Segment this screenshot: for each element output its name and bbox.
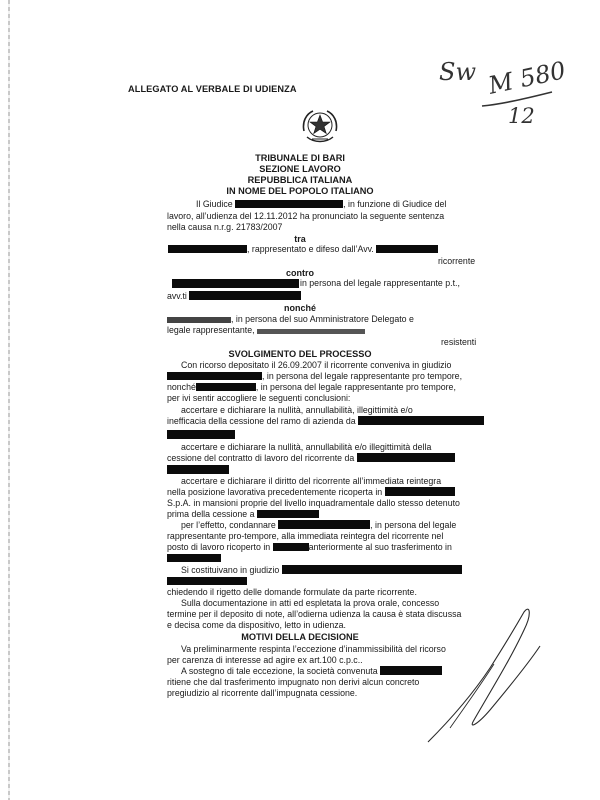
republic-heading: REPUBBLICA ITALIANA: [247, 175, 353, 185]
redaction: [273, 543, 309, 551]
svolg-p2-line-2: [167, 576, 247, 587]
nonche-heading: nonché: [283, 303, 316, 313]
svolg-nonche: nonché: [167, 382, 196, 392]
concl-1-line-1: accertare e dichiarare la nullità, annullabilità, illegittimità e/o: [181, 405, 413, 415]
handwritten-fraction-bottom: 12: [508, 104, 535, 128]
handwritten-number: M 580: [485, 56, 569, 100]
redaction: [196, 383, 256, 391]
resist-role: , in persona del suo Amministratore Delegato e: [231, 314, 414, 324]
concl-4-line-2: rappresentante pro-tempore, alla immediata reintegra del ricorrente nel: [167, 531, 444, 541]
motivi-heading: MOTIVI DELLA DECISIONE: [241, 632, 359, 642]
concl-4-line-1: [181, 520, 456, 531]
concl-1-line-2: [167, 416, 484, 427]
redaction: [167, 430, 235, 439]
attachment-label: ALLEGATO AL VERBALE DI UDIENZA: [128, 84, 297, 94]
intro-line-1: [196, 199, 446, 210]
concl-text: , in persona del legale: [370, 520, 457, 530]
motivi-line-5: pregiudizio al ricorrente dall’impugnata cessione.: [167, 688, 358, 698]
motivi-text: A sostegno di tale eccezione, la società convenuta: [181, 666, 378, 676]
svolg-text: , in persona del legale rappresentante pro tempore,: [255, 382, 456, 392]
redaction: [278, 520, 370, 529]
concl-3-line-1: accertare e dichiarare il diritto del ricorrente all’immediata reintegra: [181, 476, 442, 486]
avv-label: avv.ti: [167, 291, 187, 301]
redaction: [167, 465, 229, 474]
concl-text: prima della cessione a: [167, 509, 255, 519]
svolg-line-3: [167, 382, 456, 393]
svolg-p3-line-2: termine per il deposito di note, all’odierna udienza la causa è stata discussa: [167, 609, 462, 619]
redaction: [167, 554, 221, 562]
ricorrente-label: ricorrente: [438, 256, 476, 266]
contro-heading: contro: [286, 268, 314, 278]
concl-text: nella posizione lavorativa precedentemente ricoperta in: [167, 487, 383, 497]
resist-line-1: [167, 314, 414, 325]
concl-text: anteriormente al suo trasferimento in: [308, 542, 452, 552]
court-name: TRIBUNALE DI BARI: [255, 153, 345, 163]
intro-line-3: nella causa n.r.g. 21783/2007: [167, 222, 283, 232]
motivi-line-1: Va preliminarmente respinta l’eccezione d’inammissibilità del ricorso: [181, 644, 446, 654]
redaction: [376, 245, 438, 253]
svolg-line-1: Con ricorso depositato il 26.09.2007 il ricorrente conveniva in giudizio: [181, 360, 452, 370]
concl-2-line-1: accertare e dichiarare la nullità, annullabilità e/o illegittimità della: [181, 442, 432, 452]
court-section: SEZIONE LAVORO: [259, 164, 341, 174]
motivi-line-4: ritiene che dal trasferimento impugnato non derivi alcun concreto: [167, 677, 420, 687]
people-heading: IN NOME DEL POPOLO ITALIANO: [226, 186, 374, 196]
contro-text: in persona del legale rappresentante p.t.,: [300, 278, 460, 288]
svolg-text: Si costituivano in giudizio: [181, 565, 280, 575]
avv-line: [167, 291, 301, 302]
svolg-line-4: per ivi sentir accogliere le seguenti conclusioni:: [167, 393, 351, 403]
concl-3-line-3: S.p.A. in mansioni proprie del livello inquadramentale dallo stesso detenuto: [167, 498, 460, 508]
svolg-line-2: [167, 371, 462, 382]
ricorrente-text: [247, 244, 438, 255]
redaction: [257, 329, 365, 334]
concl-text: per l’effetto, condannare: [181, 520, 276, 530]
svolgimento-heading: SVOLGIMENTO DEL PROCESSO: [228, 349, 372, 359]
intro-line-2: lavoro, all’udienza del 12.11.2012 ha pronunciato la seguente sentenza: [167, 211, 445, 221]
redaction: [358, 416, 484, 425]
handwritten-signature: [420, 600, 550, 750]
svolg-p2-line-3: chiedendo il rigetto delle domande formulate da parte ricorrente.: [167, 587, 417, 597]
svolg-text: , in persona del legale rappresentante pro tempore,: [262, 371, 463, 381]
redaction: [282, 565, 462, 574]
intro-judge-label: Il Giudice: [196, 199, 233, 209]
svolg-p2-line-1: [181, 565, 462, 576]
motivi-line-3: [181, 666, 442, 677]
redaction: [357, 453, 455, 462]
redaction: [235, 200, 343, 208]
redaction: [189, 291, 301, 300]
redaction: [167, 372, 262, 380]
republic-emblem-icon: [298, 106, 342, 146]
concl-2-line-2: [167, 453, 455, 464]
resistenti-label: resistenti: [441, 337, 477, 347]
concl-text: cessione del contratto di lavoro del ricorrente da: [167, 453, 355, 463]
svolg-p3-line-1: Sulla documentazione in atti ed espletata la prova orale, concesso: [181, 598, 440, 608]
resist-legal-rep: legale rappresentante,: [167, 325, 255, 335]
concl-3-line-2: [167, 487, 455, 498]
handwritten-mark: Sw: [439, 58, 476, 86]
concl-text: posto di lavoro ricoperto in: [167, 542, 271, 552]
redaction: [172, 279, 299, 288]
scan-edge-rule: [8, 0, 10, 800]
redaction: [168, 245, 247, 253]
redaction: [257, 510, 319, 518]
concl-4-line-3: [167, 542, 452, 553]
redaction: [385, 487, 455, 496]
concl-text: inefficacia della cessione del ramo di azienda da: [167, 416, 356, 426]
concl-3-line-4: [167, 509, 319, 520]
ricorrente-counsel: , rappresentato e difeso dall’Avv.: [247, 244, 374, 254]
intro-role: , in funzione di Giudice del: [343, 199, 447, 209]
redaction: [167, 317, 231, 323]
svolg-p3-line-3: e decisa come da dispositivo, letto in udienza.: [167, 620, 346, 630]
motivi-line-2: per carenza di interesse ad agire ex art.100 c.p.c..: [167, 655, 363, 665]
resist-line-2: [167, 325, 365, 336]
tra-heading: tra: [294, 234, 306, 244]
